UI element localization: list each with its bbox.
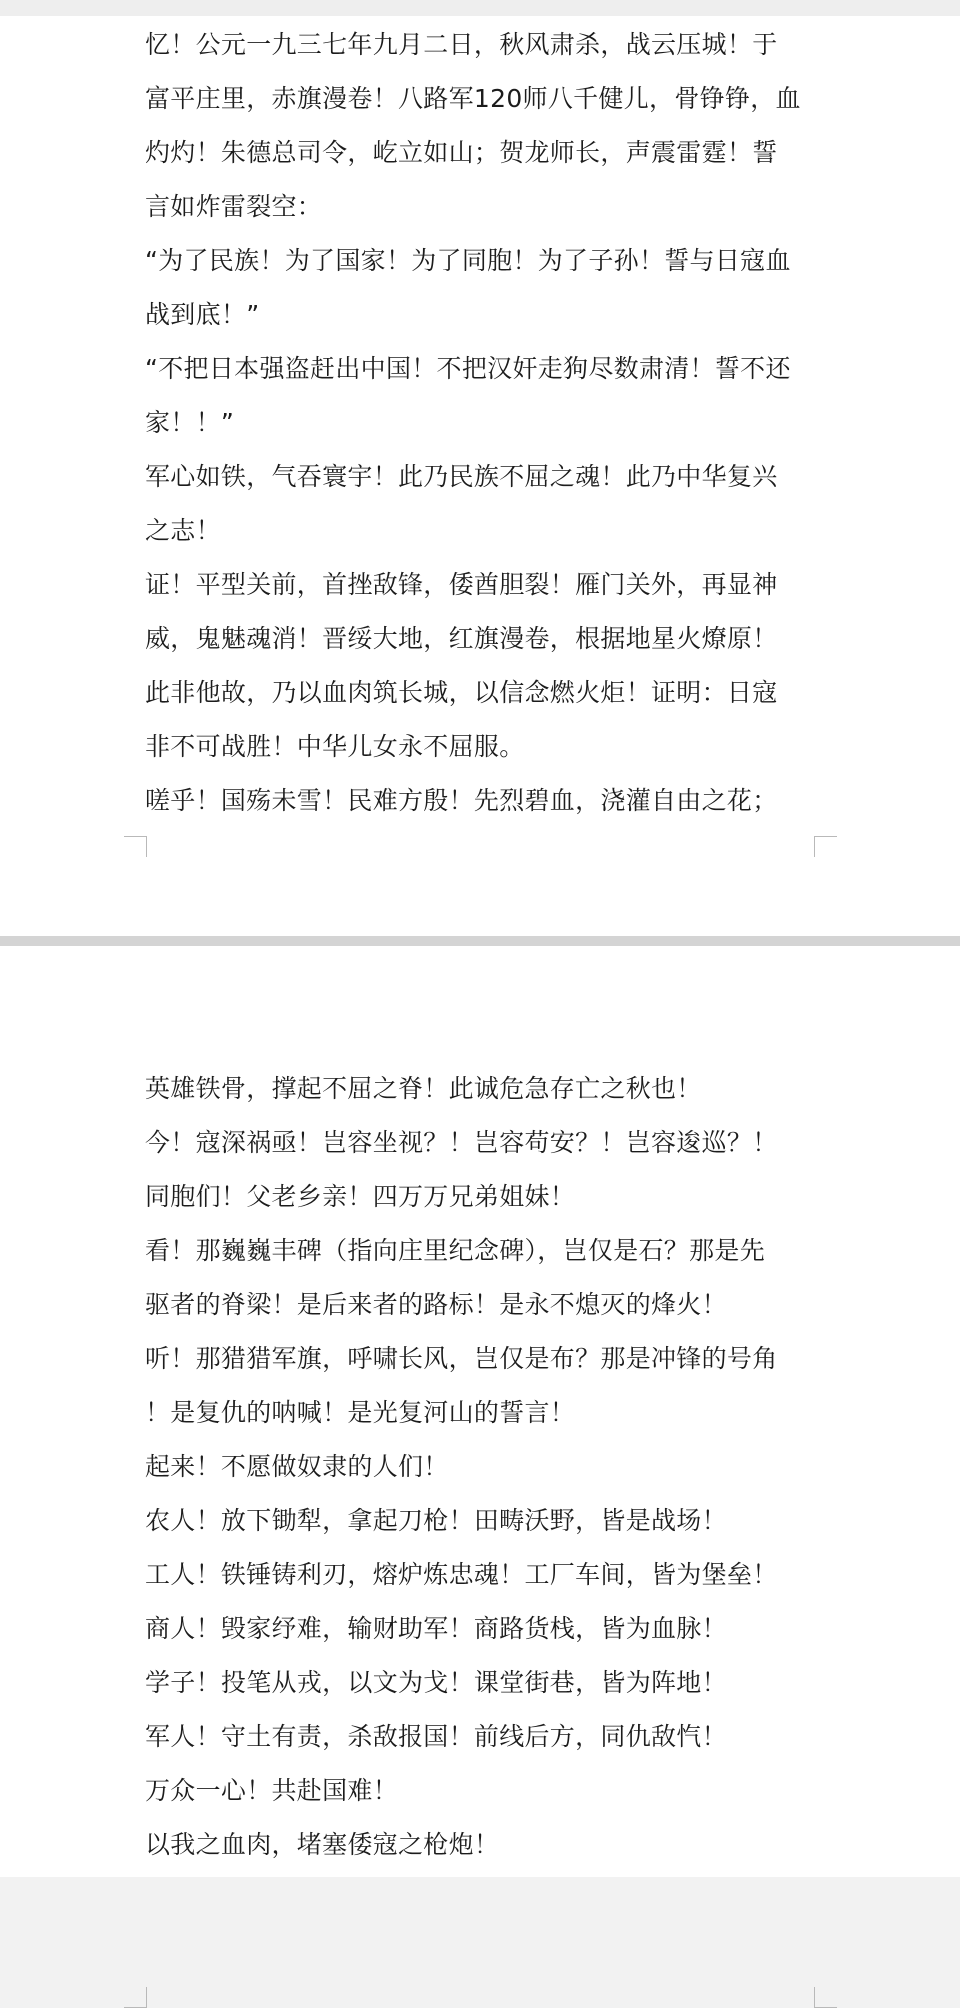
text-line: 之志！ [145,516,221,545]
text-line: 嗟乎！国殇未雪！民难方殷！先烈碧血，浇灌自由之花； [145,786,778,815]
text-line: 言如炸雷裂空： [145,192,323,221]
margin-corner-mark [814,836,837,857]
text-line: 战到底！” [145,300,260,329]
text-line: 听！那猎猎军旗，呼啸长风，岂仅是布？那是冲锋的号角 [145,1344,778,1373]
text-line: 家！！” [145,408,235,437]
text-line: 军人！守土有责，杀敌报国！前线后方，同仇敌忾！ [145,1722,727,1751]
page-separator [0,936,960,946]
margin-corner-mark [124,836,147,857]
text-line: “为了民族！为了国家！为了同胞！为了子孙！誓与日寇血 [145,246,791,275]
text-line: 军心如铁，气吞寰宇！此乃民族不屈之魂！此乃中华复兴 [145,462,778,491]
text-line: 商人！毁家纾难，输财助军！商路货栈，皆为血脉！ [145,1614,727,1643]
text-line: 起来！不愿做奴隶的人们！ [145,1452,449,1481]
text-line: 同胞们！父老乡亲！四万万兄弟姐妹！ [145,1182,576,1211]
text-line: ！是复仇的呐喊！是光复河山的誓言！ [145,1398,576,1427]
text-line: 威，鬼魅魂消！晋绥大地，红旗漫卷，根据地星火燎原！ [145,624,778,653]
text-line: 看！那巍巍丰碑（指向庄里纪念碑），岂仅是石？那是先 [145,1236,766,1265]
margin-corner-mark [814,1987,837,2008]
text-line: 非不可战胜！中华儿女永不屈服。 [145,732,525,761]
text-line: 学子！投笔从戎，以文为戈！课堂街巷，皆为阵地！ [145,1668,727,1697]
margin-corner-mark [124,1987,147,2008]
text-line: 以我之血肉，堵塞倭寇之枪炮！ [145,1830,500,1859]
text-line: 今！寇深祸亟！岂容坐视？！岂容苟安？！岂容逡巡？！ [145,1128,778,1157]
text-line: 农人！放下锄犁，拿起刀枪！田畴沃野，皆是战场！ [145,1506,727,1535]
top-strip [0,0,960,16]
text-line: 工人！铁锤铸利刃，熔炉炼忠魂！工厂车间，皆为堡垒！ [145,1560,778,1589]
text-line: 此非他故，乃以血肉筑长城，以信念燃火炬！证明：日寇 [145,678,778,707]
text-line: 英雄铁骨，撑起不屈之脊！此诚危急存亡之秋也！ [145,1074,702,1103]
text-line: 灼灼！朱德总司令，屹立如山；贺龙师长，声震雷霆！誓 [145,138,778,167]
text-line: “不把日本强盗赶出中国！不把汉奸走狗尽数肃清！誓不还 [145,354,791,383]
text-line: 忆！公元一九三七年九月二日，秋风肃杀，战云压城！于 [145,30,778,59]
text-line: 富平庄里，赤旗漫卷！八路军120师八千健儿，骨铮铮，血 [145,84,801,113]
text-line: 证！平型关前，首挫敌锋，倭酋胆裂！雁门关外，再显神 [145,570,778,599]
text-line: 万众一心！共赴国难！ [145,1776,399,1805]
text-line: 驱者的脊梁！是后来者的路标！是永不熄灭的烽火！ [145,1290,727,1319]
